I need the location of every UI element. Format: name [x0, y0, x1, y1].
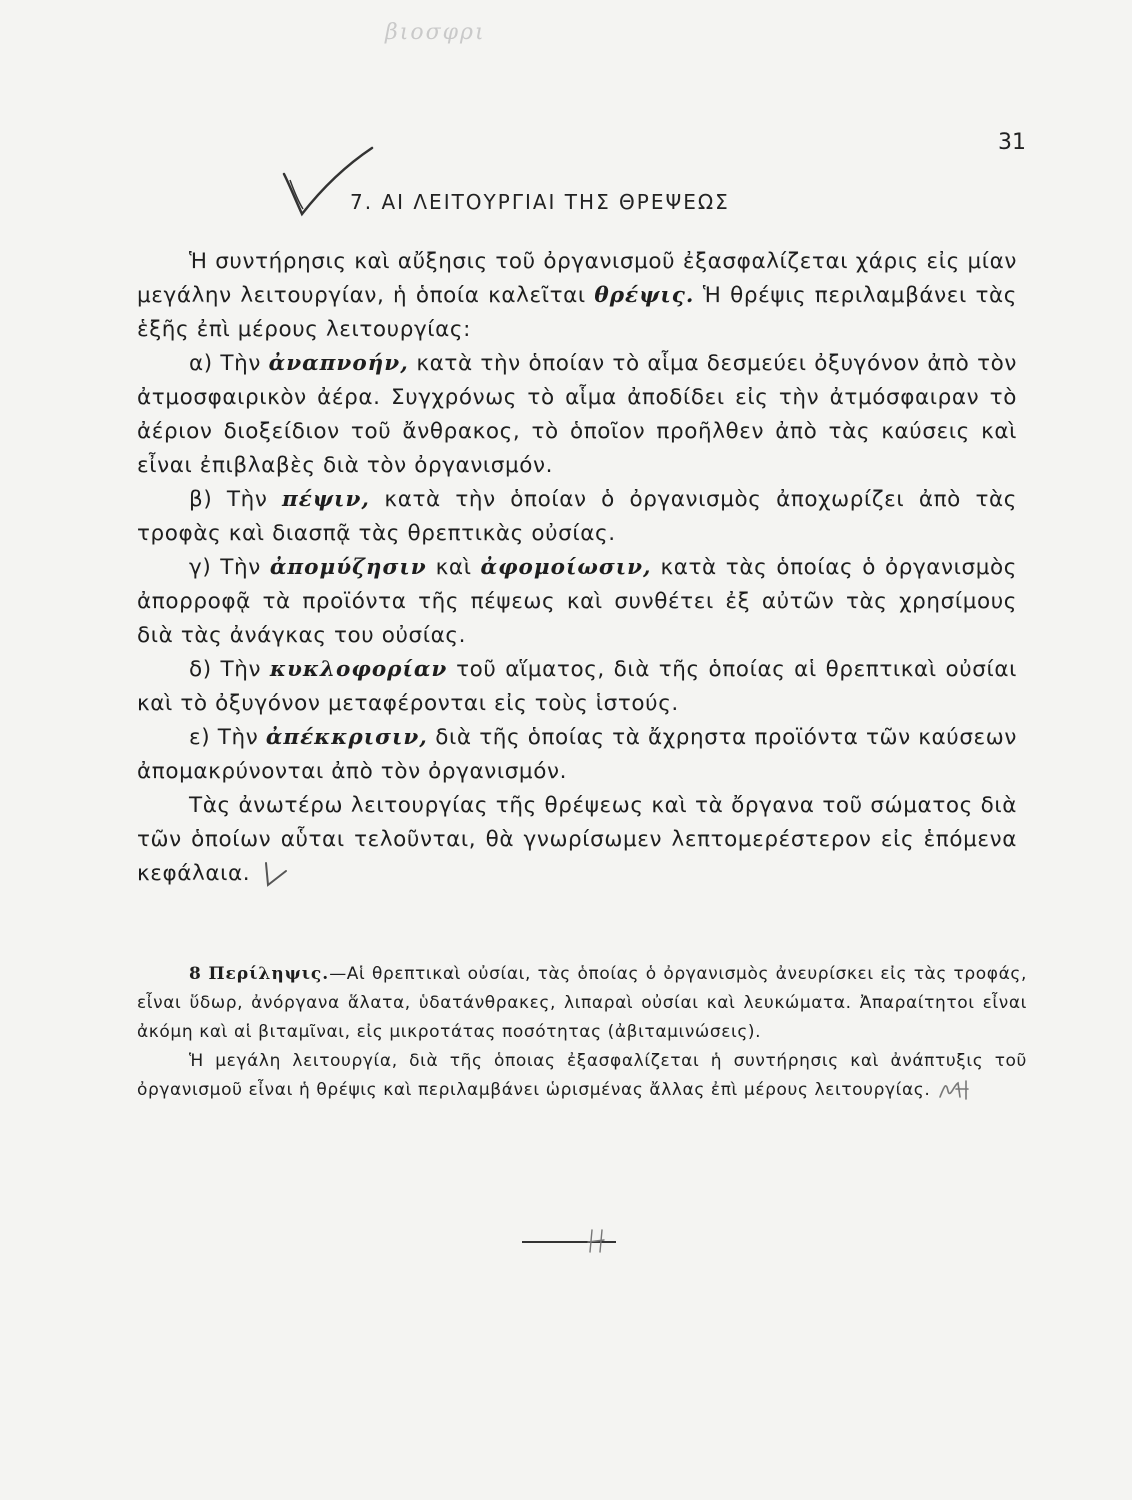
item-e-text: διὰ τῆς ὁποίας τὰ ἄχρηστα προϊόντα τῶν καύσεων ἀπομακρύνονται ἀπὸ τὸν ὀργανισμόν. — [137, 725, 1017, 784]
summary-section — [137, 960, 1027, 1105]
term-apekkrisi: ἀπέκκρισιν, — [265, 725, 428, 750]
closing-paragraph — [137, 789, 1017, 891]
item-d-paragraph — [137, 653, 1017, 721]
term-anapnoi: ἀναπνοήν, — [268, 351, 409, 376]
item-b-prefix: β) Τὴν — [189, 487, 282, 512]
pencil-mark-icon — [586, 1228, 606, 1254]
item-a-paragraph — [137, 347, 1017, 483]
term-kykloforia: κυκλοφορίαν — [269, 657, 448, 682]
item-a-prefix: α) Τὴν — [189, 351, 269, 376]
item-d-prefix: δ) Τὴν — [189, 657, 270, 682]
page-number: 31 — [998, 130, 1026, 155]
pencil-tick-icon — [258, 859, 292, 889]
summary-number: 8 — [189, 964, 202, 984]
handwritten-note: βιοσφρι — [385, 20, 486, 45]
summary-text-2: Ἡ μεγάλη λειτουργία, διὰ τῆς ὁποιας ἐξασφαλίζεται ἡ συντήρησις καὶ ἀνάπτυξις τοῦ ὀργανισμοῦ εἶναι ἡ θρέψις καὶ περιλαμβάνει ὡρισμένας ἄλλας ἐπὶ μέρους λειτουργίας. — [137, 1051, 1027, 1100]
item-b-text: κατὰ τὴν ὁποίαν ὁ ὀργανισμὸς ἀποχωρίζει ἀπὸ τὰς τροφὰς καὶ διασπᾷ τὰς θρεπτικὰς οὐσίας. — [137, 487, 1017, 546]
summary-paragraph-1 — [137, 960, 1027, 1047]
summary-title: Περίληψις. — [208, 964, 330, 984]
term-apomyzisi: ἀπομύζησιν — [269, 555, 427, 580]
item-d-text: τοῦ αἵματος, διὰ τῆς ὁποίας αἱ θρεπτικαὶ οὐσίαι καὶ τὸ ὀξυγόνον μεταφέρονται εἰς τοὺς ἱστούς. — [137, 657, 1017, 716]
pencil-initials-icon — [936, 1077, 976, 1103]
term-threpsis: θρέψις. — [594, 283, 695, 308]
main-text — [137, 245, 1017, 891]
intro-text-continued: Ἡ θρέψις περιλαμβάνει τὰς ἑξῆς ἐπὶ μέρους λειτουργίας: — [137, 283, 1018, 342]
term-afomoiosi: ἀφομοίωσιν, — [480, 555, 652, 580]
item-b-paragraph — [137, 483, 1017, 551]
item-e-prefix: ε) Τὴν — [189, 725, 266, 750]
section-heading: 7. ΑΙ ΛΕΙΤΟΥΡΓΙΑΙ ΤΗΣ ΘΡΕΨΕΩΣ — [350, 190, 730, 214]
item-c-conjunction: καὶ — [426, 555, 481, 580]
intro-text: Ἡ συντήρησις καὶ αὔξησις τοῦ ὀργανισμοῦ ἐξασφαλίζεται χάρις εἰς μίαν μεγάλην λειτουργίαν, ἡ ὁποία καλεῖται — [137, 249, 1017, 308]
item-c-prefix: γ) Τὴν — [189, 555, 270, 580]
intro-paragraph — [137, 245, 1017, 347]
item-a-text: κατὰ τὴν ὁποίαν τὸ αἷμα δεσμεύει ὀξυγόνον ἀπὸ τὸν ἀτμοσφαιρικὸν ἀέρα. Συγχρόνως τὸ αἷμα ἀποδίδει εἰς τὴν ἀτμόσφαιραν τὸ ἀέριον διοξείδιον τοῦ ἄνθρακος, τὸ ὁποῖον προῆλθεν ἀπὸ τὰς καύσεις καὶ εἶναι ἐπιβλαβὲς διὰ τὸν ὀργανισμόν. — [137, 351, 1017, 478]
item-e-paragraph — [137, 721, 1017, 789]
item-c-paragraph — [137, 551, 1017, 653]
closing-text: Τὰς ἀνωτέρω λειτουργίας τῆς θρέψεως καὶ τὰ ὄργανα τοῦ σώματος διὰ τῶν ὁποίων αὗται τελοῦνται, θὰ γνωρίσωμεν λεπτομερέστερον εἰς ἑπόμενα κεφάλαια. — [137, 793, 1017, 886]
summary-paragraph-2 — [137, 1047, 1027, 1105]
term-psipsi: πέψιν, — [282, 487, 370, 512]
item-c-text: κατὰ τὰς ὁποίας ὁ ὀργανισμὸς ἀπορροφᾷ τὰ προϊόντα τῆς πέψεως καὶ συνθέτει ἐξ αὐτῶν τὰς χρησίμους διὰ τὰς ἀνάγκας του οὐσίας. — [137, 555, 1017, 648]
summary-text-1: —Αἱ θρεπτικαὶ οὐσίαι, τὰς ὁποίας ὁ ὀργανισμὸς ἀνευρίσκει εἰς τὰς τροφάς, εἶναι ὕδωρ, ἀνόργανα ἅλατα, ὑδατάνθρακες, λιπαραὶ οὐσίαι καὶ λευκώματα. Ἀπαραίτητοι εἶναι ἀκόμη καὶ αἱ βιταμῖναι, εἰς μικροτάτας ποσότητας (ἀβιταμινώσεις). — [137, 964, 1027, 1042]
